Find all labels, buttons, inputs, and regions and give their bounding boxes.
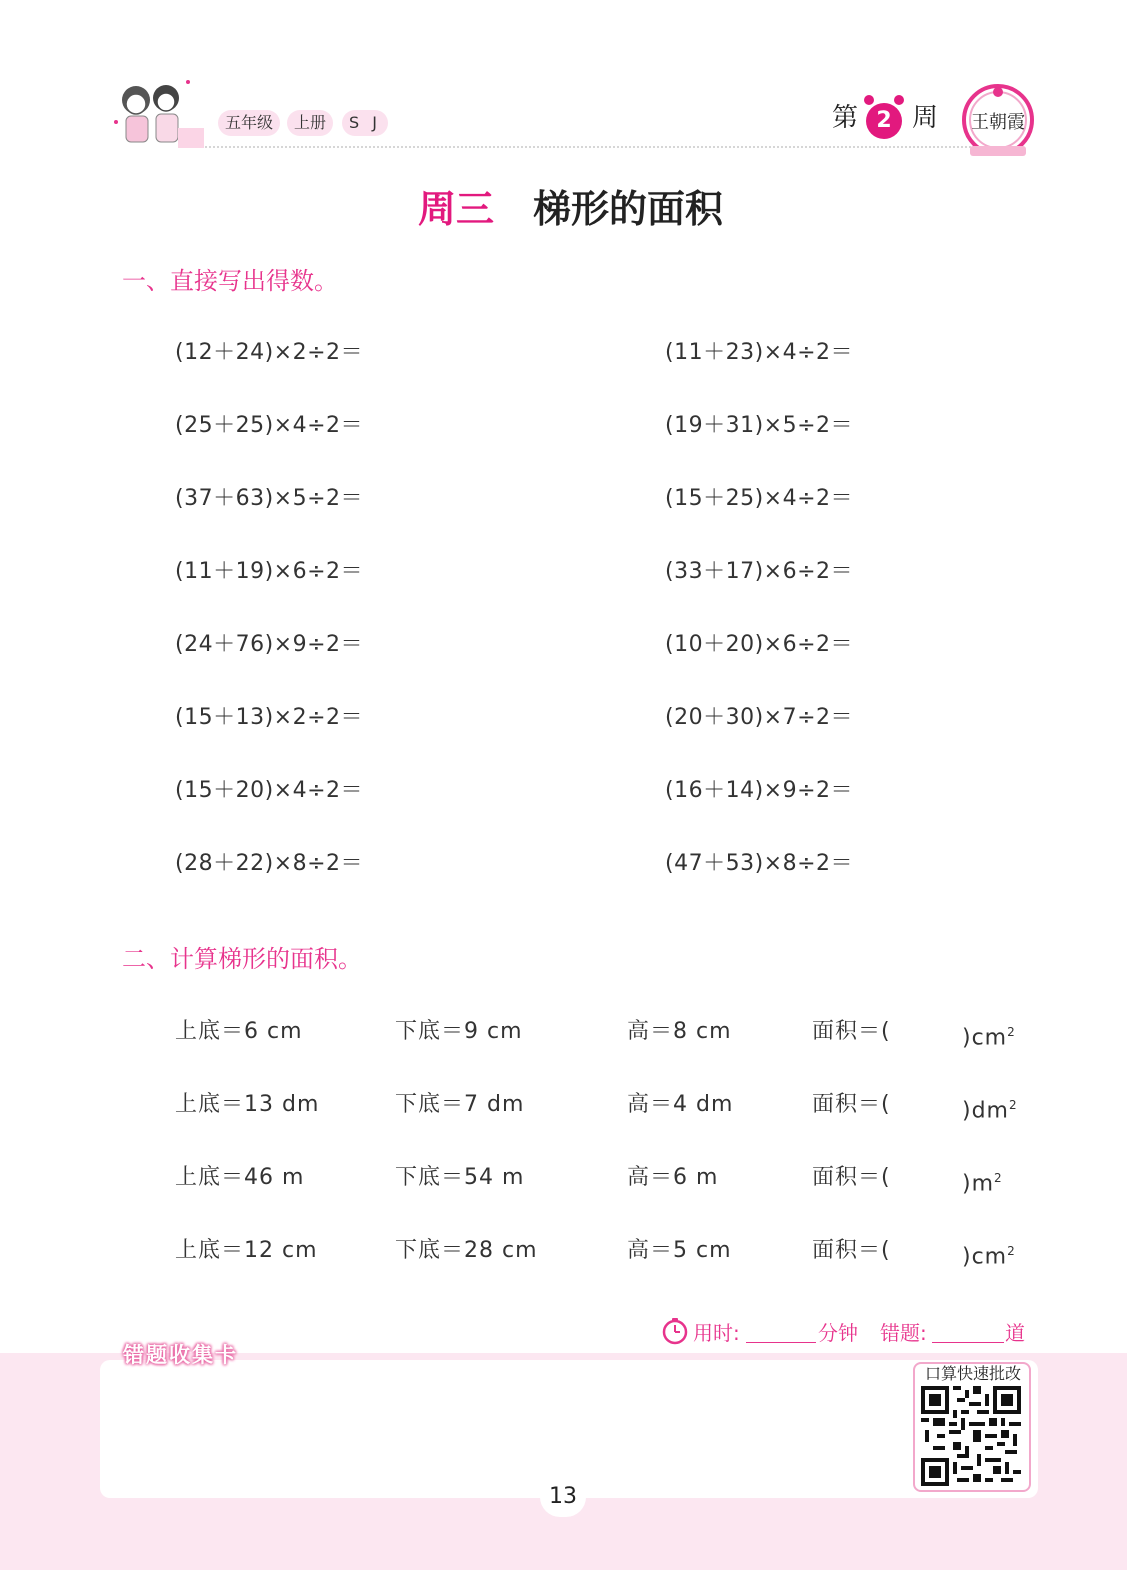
calc-item: (19＋31)×5÷2＝ xyxy=(665,413,854,438)
calc-item: (15＋20)×4÷2＝ xyxy=(175,778,364,803)
errors-label: 错题: xyxy=(880,1321,927,1345)
area-label: 面积＝( xyxy=(812,1019,891,1044)
time-blank[interactable] xyxy=(746,1342,816,1343)
trapezoid-row xyxy=(0,1017,1127,1051)
calc-item: (11＋19)×6÷2＝ xyxy=(175,559,364,584)
title-topic: 梯形的面积 xyxy=(533,187,724,231)
qr-caption: 口算快速批改 xyxy=(925,1364,1022,1383)
kids-illustration xyxy=(108,72,208,152)
upper-base: 上底＝12 cm xyxy=(175,1238,318,1263)
svg-text:王朝霞: 王朝霞 xyxy=(971,112,1025,133)
lower-base: 下底＝54 m xyxy=(395,1165,525,1190)
section2-heading: 二、计算梯形的面积。 xyxy=(122,945,362,973)
lower-base: 下底＝7 dm xyxy=(395,1092,525,1117)
grade-badge: 五年级 xyxy=(218,110,280,136)
upper-base: 上底＝46 m xyxy=(175,1165,305,1190)
upper-base: 上底＝13 dm xyxy=(175,1092,320,1117)
timer-icon xyxy=(661,1317,689,1345)
calc-item: (37＋63)×5÷2＝ xyxy=(175,486,364,511)
week-prefix: 第 xyxy=(832,103,859,133)
trapezoid-row xyxy=(0,1236,1127,1270)
calc-item: (15＋13)×2÷2＝ xyxy=(175,705,364,730)
week-suffix: 周 xyxy=(912,103,939,133)
height: 高＝8 cm xyxy=(627,1019,732,1044)
calc-item: (25＋25)×4÷2＝ xyxy=(175,413,364,438)
height: 高＝5 cm xyxy=(627,1238,732,1263)
calc-item: (11＋23)×4÷2＝ xyxy=(665,340,854,365)
page-number: 13 xyxy=(540,1477,586,1517)
edition-badge: S J xyxy=(342,110,388,136)
week-number: 2 xyxy=(866,103,902,139)
height: 高＝4 dm xyxy=(627,1092,734,1117)
time-unit: 分钟 xyxy=(818,1321,858,1345)
collect-card-label: 错题收集卡 xyxy=(123,1343,238,1367)
lower-base: 下底＝28 cm xyxy=(395,1238,538,1263)
lower-base: 下底＝9 cm xyxy=(395,1019,523,1044)
trapezoid-row xyxy=(0,1163,1127,1197)
qr-code[interactable] xyxy=(921,1386,1021,1486)
upper-base: 上底＝6 cm xyxy=(175,1019,303,1044)
brand-seal xyxy=(960,80,1036,160)
area-unit: )$cm^2$ xyxy=(962,1025,1016,1051)
area-label: 面积＝( xyxy=(812,1238,891,1263)
calc-item: (12＋24)×2÷2＝ xyxy=(175,340,364,365)
area-unit: )$m^2$ xyxy=(962,1171,1003,1197)
errors-blank[interactable] xyxy=(932,1342,1004,1343)
area-unit: )$dm^2$ xyxy=(962,1098,1018,1124)
section1-heading: 一、直接写出得数。 xyxy=(122,267,338,295)
errors-unit: 道 xyxy=(1005,1321,1025,1345)
area-unit: )$cm^2$ xyxy=(962,1244,1016,1270)
calc-item: (15＋25)×4÷2＝ xyxy=(665,486,854,511)
calc-item: (16＋14)×9÷2＝ xyxy=(665,778,854,803)
alarm-clock-icon xyxy=(894,95,904,105)
volume-badge: 上册 xyxy=(287,110,333,136)
calc-item: (24＋76)×9÷2＝ xyxy=(175,632,364,657)
calc-item: (47＋53)×8÷2＝ xyxy=(665,851,854,876)
calc-item: (10＋20)×6÷2＝ xyxy=(665,632,854,657)
time-label: 用时: xyxy=(693,1321,740,1345)
area-label: 面积＝( xyxy=(812,1165,891,1190)
calc-item: (33＋17)×6÷2＝ xyxy=(665,559,854,584)
calc-item: (28＋22)×8÷2＝ xyxy=(175,851,364,876)
alarm-clock-icon xyxy=(864,95,874,105)
page-header xyxy=(0,0,1127,170)
header-divider xyxy=(205,146,975,148)
area-label: 面积＝( xyxy=(812,1092,891,1117)
calc-item: (20＋30)×7÷2＝ xyxy=(665,705,854,730)
title-day: 周三 xyxy=(418,187,495,231)
trapezoid-row xyxy=(0,1090,1127,1124)
height: 高＝6 m xyxy=(627,1165,719,1190)
